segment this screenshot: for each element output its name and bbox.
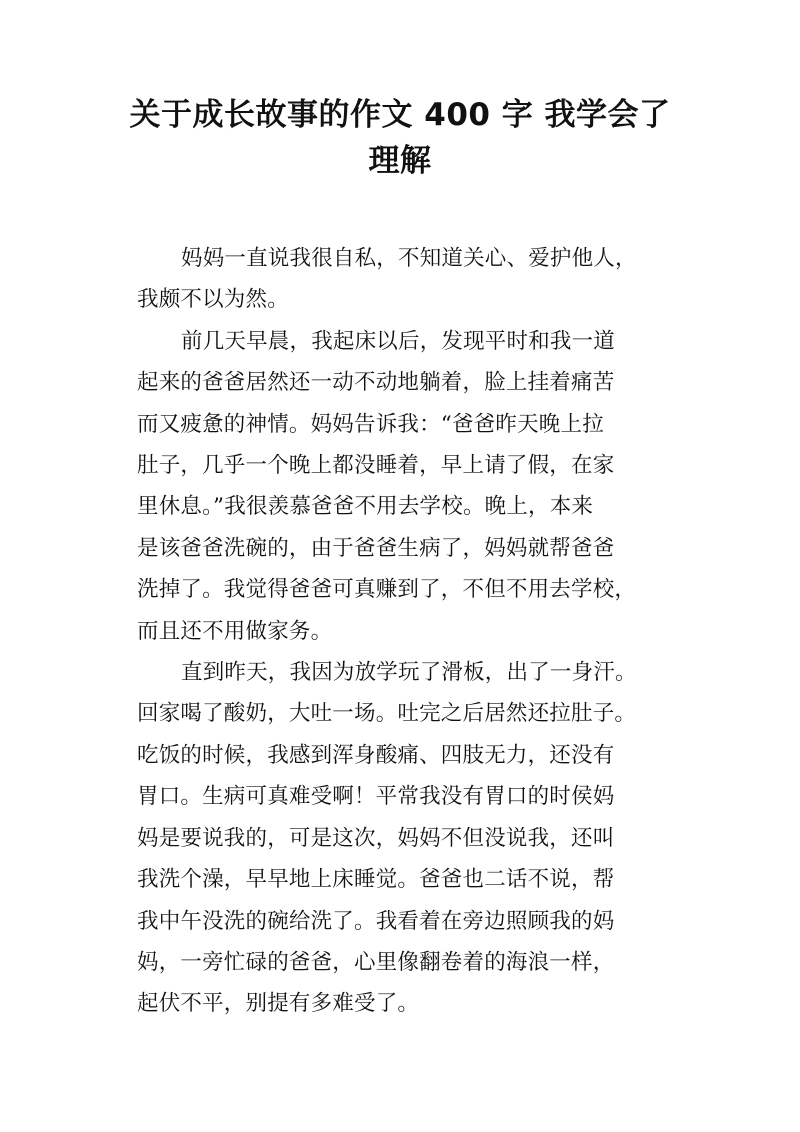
text-line: 肚子，几乎一个晚上都没睡着，早上请了假，在家 [137, 453, 615, 479]
text-line: 洗掉了。我觉得爸爸可真赚到了，不但不用去学校， [137, 577, 637, 603]
text-line: 回家喝了酸奶，大吐一场。吐完之后居然还拉肚子。 [137, 701, 637, 727]
text-line: 是该爸爸洗碗的，由于爸爸生病了，妈妈就帮爸爸 [137, 535, 615, 561]
document-body [137, 238, 673, 1025]
text-line: 妈，一旁忙碌的爸爸，心里像翻卷着的海浪一样， [137, 949, 615, 975]
paragraph-2 [137, 321, 673, 652]
text-line: 吃饭的时候，我感到浑身酸痛、四肢无力，还没有 [137, 742, 615, 768]
text-line: 而又疲惫的神情。妈妈告诉我：“爸爸昨天晚上拉 [137, 411, 604, 437]
text-line: 我颇不以为然。 [137, 287, 289, 313]
text-line: 前几天早晨，我起床以后，发现平时和我一道 [181, 328, 616, 354]
text-line: 我中午没洗的碗给洗了。我看着在旁边照顾我的妈 [137, 908, 615, 934]
text-line: 胃口。生病可真难受啊！平常我没有胃口的时侯妈 [137, 784, 615, 810]
text-line: 里休息。”我很羡慕爸爸不用去学校。晚上，本来 [137, 494, 594, 520]
text-line: 妈是要说我的，可是这次，妈妈不但没说我，还叫 [137, 825, 615, 851]
title-line-2: 理解 [368, 143, 432, 179]
text-line: 起来的爸爸居然还一动不动地躺着，脸上挂着痛苦 [137, 370, 615, 396]
document-title [100, 92, 700, 184]
text-line: 我洗个澡，早早地上床睡觉。爸爸也二话不说，帮 [137, 867, 615, 893]
text-line: 直到昨天，我因为放学玩了滑板，出了一身汗。 [181, 660, 637, 686]
text-line: 起伏不平，别提有多难受了。 [137, 991, 420, 1017]
paragraph-3 [137, 652, 673, 1025]
title-line-1: 关于成长故事的作文 400 字 我学会了 [129, 97, 671, 133]
paragraph-1 [137, 238, 673, 321]
text-line: 妈妈一直说我很自私，不知道关心、爱护他人， [181, 246, 637, 271]
text-line: 而且还不用做家务。 [137, 618, 333, 644]
